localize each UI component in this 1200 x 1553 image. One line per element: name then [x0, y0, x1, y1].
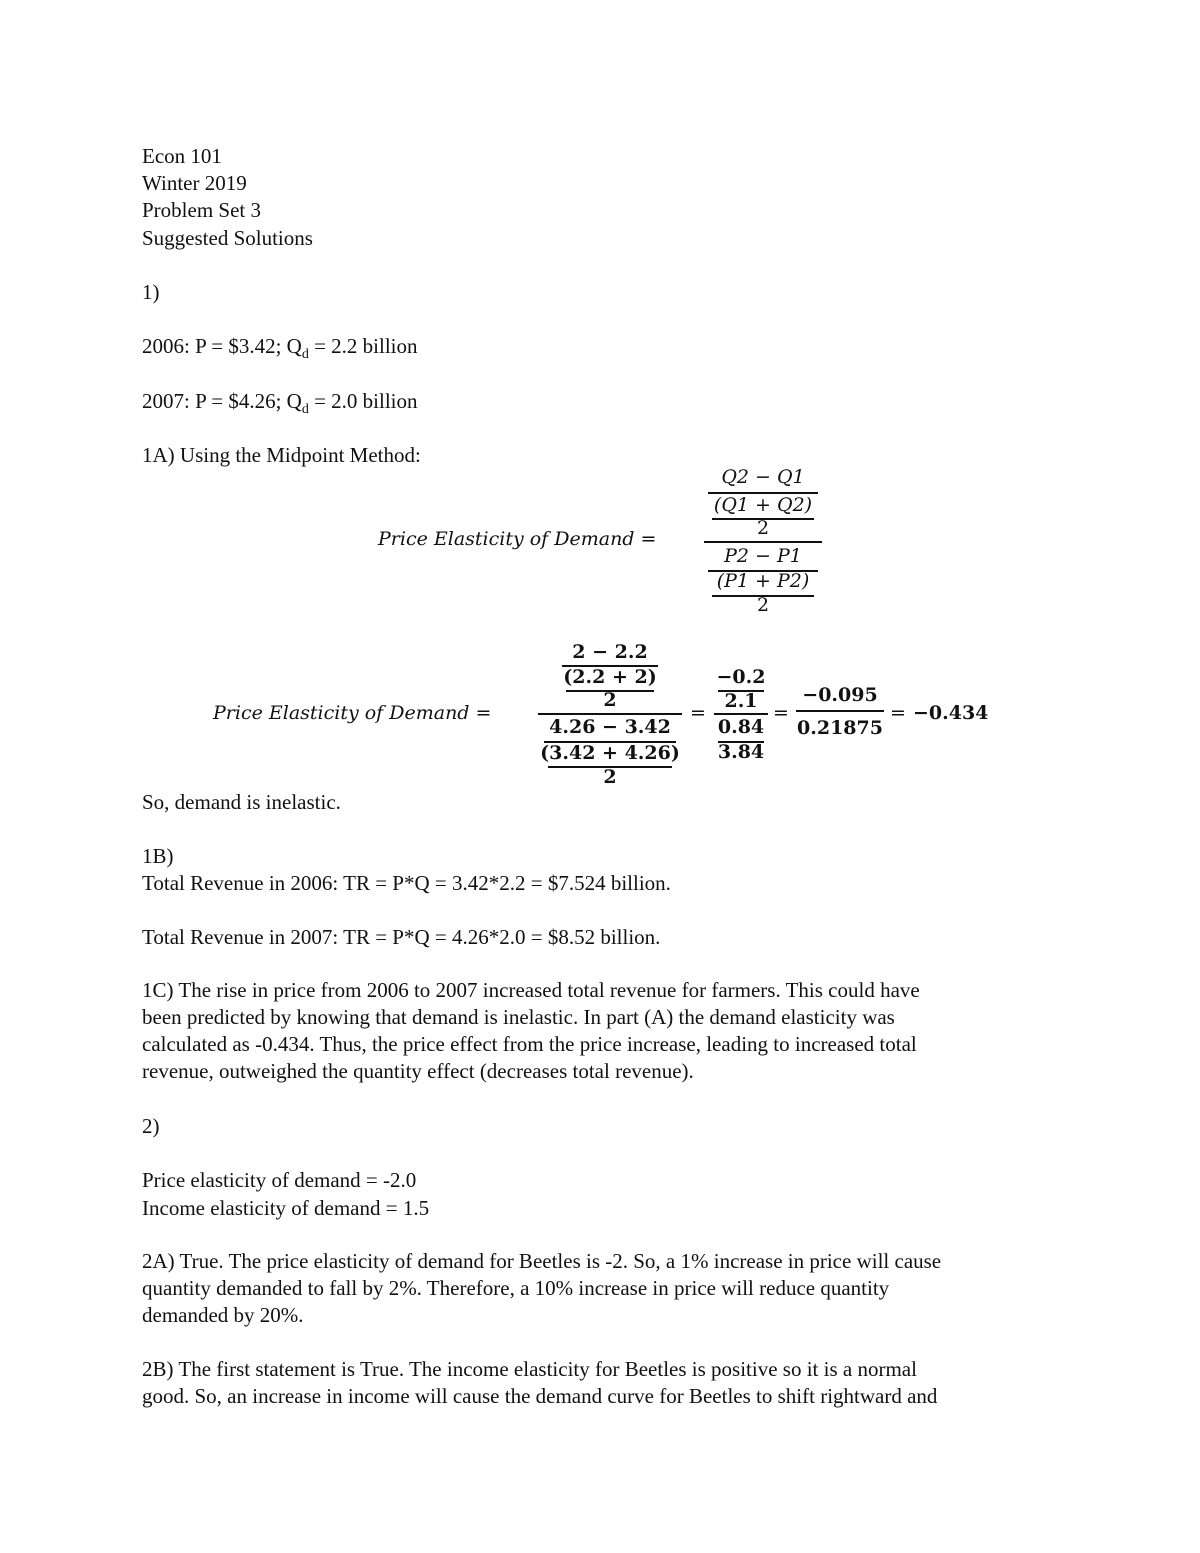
calc-bottom-sum: (3.42 + 4.26) — [540, 742, 680, 764]
formula-top-divisor: 2 — [756, 517, 770, 539]
formula-main-rule — [704, 541, 822, 543]
calc-bottom-numerator: 4.26 − 3.42 — [549, 716, 671, 738]
formula-bottom-divisor: 2 — [756, 594, 770, 616]
calc-top-rule — [562, 665, 658, 667]
part-2a-line: quantity demanded to fall by 2%. Therefore, a 10% increase in price will reduce quantity — [142, 1276, 890, 1300]
calc-step2-top: −0.2 — [716, 666, 766, 688]
calc-equals-2: = — [773, 702, 789, 724]
calc-step3-rule — [796, 710, 884, 712]
document-subtitle: Suggested Solutions — [142, 226, 313, 250]
calc-step2-top-den: 2.1 — [724, 690, 758, 712]
part-2b-line: good. So, an increase in income will cause the demand curve for Beetles to shift rightward and — [142, 1384, 938, 1408]
part-1c-line: 1C) The rise in price from 2006 to 2007 increased total revenue for farmers. This could have — [142, 978, 920, 1002]
part-1b-heading: 1B) — [142, 844, 174, 868]
course-title: Econ 101 — [142, 144, 222, 168]
calc-result: −0.434 — [913, 702, 989, 724]
calc-bottom-sum-rule — [548, 766, 672, 768]
assignment-title: Problem Set 3 — [142, 198, 261, 222]
part-2a-line: 2A) True. The price elasticity of demand for Beetles is -2. So, a 1% increase in price will cause — [142, 1249, 942, 1273]
calc-equals-1: = — [690, 702, 706, 724]
calc-top-sum-rule — [566, 690, 654, 692]
formula-bottom-sum-rule — [712, 595, 814, 597]
formula-bottom-numerator: P2 − P1 — [724, 545, 802, 567]
calc-equals-3: = — [890, 702, 906, 724]
calc-step2-bottom: 0.84 — [717, 716, 765, 738]
formula-top-rule — [708, 492, 818, 494]
part-1c-answer — [142, 977, 1052, 1085]
question-1-number: 1) — [142, 280, 160, 304]
part-1a-conclusion: So, demand is inelastic. — [142, 790, 341, 814]
formula-bottom-sum: (P1 + P2) — [716, 570, 810, 592]
part-1c-line: been predicted by knowing that demand is inelastic. In part (A) the demand elasticity was — [142, 1005, 895, 1029]
calc-top-numerator: 2 − 2.2 — [572, 641, 648, 663]
part-2a-line: demanded by 20%. — [142, 1303, 304, 1327]
calc-step2-top-rule — [718, 690, 764, 692]
formula-label: Price Elasticity of Demand = — [378, 528, 657, 550]
part-2b-line: 2B) The first statement is True. The income elasticity for Beetles is positive so it is a normal — [142, 1357, 917, 1381]
total-revenue-2006: Total Revenue in 2006: TR = P*Q = 3.42*2.2 = $7.524 billion. — [142, 871, 671, 895]
formula-top-sum: (Q1 + Q2) — [713, 494, 813, 516]
calc-bottom-divisor: 2 — [603, 766, 617, 788]
formula-top-numerator: Q2 − Q1 — [721, 466, 805, 488]
calc-main-rule — [538, 713, 682, 715]
calc-bottom-rule — [544, 741, 676, 743]
total-revenue-2007: Total Revenue in 2007: TR = P*Q = 4.26*2.0 = $8.52 billion. — [142, 925, 661, 949]
part-1c-line: calculated as -0.434. Thus, the price effect from the price increase, leading to increased total — [142, 1032, 917, 1056]
data-2006: 2006: P = $3.42; $Q_d = 2.2$ billion — [142, 334, 418, 363]
income-elasticity-given: Income elasticity of demand = 1.5 — [142, 1196, 430, 1220]
calc-top-sum: (2.2 + 2) — [563, 666, 657, 688]
part-2a-answer — [142, 1248, 1052, 1329]
term: Winter 2019 — [142, 171, 247, 195]
part-1c-line: revenue, outweighed the quantity effect (decreases total revenue). — [142, 1059, 694, 1083]
question-2-number: 2) — [142, 1114, 160, 1138]
calc-step3-denominator: 0.21875 — [797, 717, 883, 739]
part-2b-answer — [142, 1356, 1052, 1410]
calc-step2-bottom-rule — [718, 741, 764, 743]
calc-step2-bottom-den: 3.84 — [717, 741, 765, 763]
calc-step3-numerator: −0.095 — [802, 684, 878, 706]
calc-step2-main-rule — [714, 713, 768, 715]
formula-bottom-rule — [708, 570, 818, 572]
data-2007: 2007: P = $4.26; $Q_d = 2.0$ billion — [142, 389, 418, 418]
formula-top-sum-rule — [712, 518, 814, 520]
calc-label: Price Elasticity of Demand = — [213, 702, 492, 724]
part-1a-heading: 1A) Using the Midpoint Method: — [142, 443, 421, 467]
calc-top-divisor: 2 — [603, 689, 617, 711]
price-elasticity-given: Price elasticity of demand = -2.0 — [142, 1168, 417, 1192]
